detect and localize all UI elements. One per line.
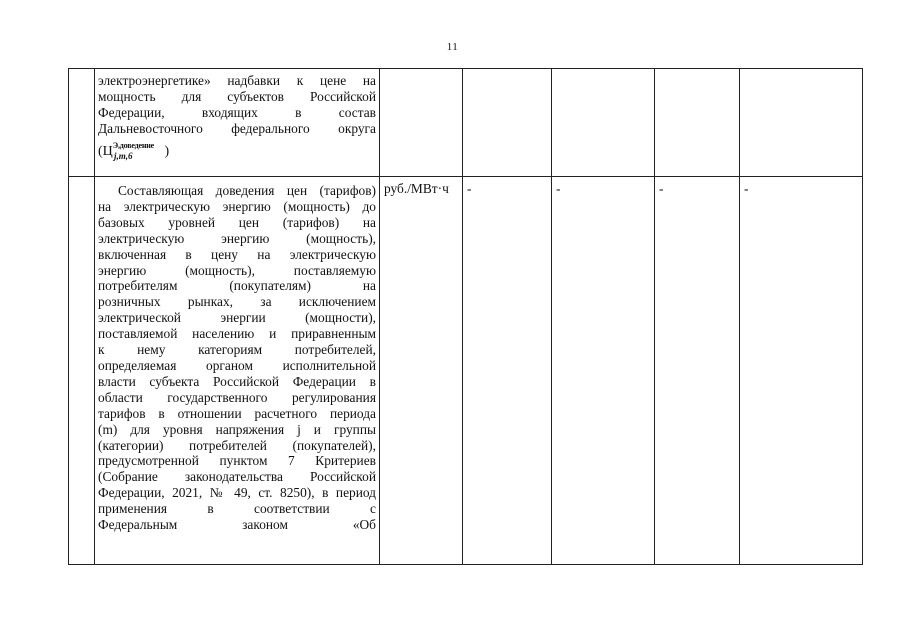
text-line: Составляющая доведения цен (тарифов): [118, 183, 376, 198]
table-cell-value: [740, 177, 863, 565]
text-line: поставляемой населению и приравненным: [98, 326, 376, 342]
text-line: тарифов в отношении расчетного периода: [98, 405, 376, 421]
text-line: розничных рынках, за исключением: [98, 294, 376, 310]
table-cell-description: [95, 177, 380, 565]
table-cell-value: [655, 177, 740, 565]
text-line: Федерации, 2021, № 49, ст. 8250), в период: [98, 485, 376, 501]
table-cell-description: [95, 69, 380, 177]
text-line: определяемая органом исполнительной: [98, 357, 376, 373]
value-dash: -: [744, 181, 749, 196]
text-line: (m) для уровня напряжения j и группы: [98, 421, 376, 437]
table-cell-index: [69, 69, 95, 177]
table-cell-unit: [380, 177, 463, 565]
table-row: [69, 69, 863, 177]
formula-superscript: Э,доведение: [112, 140, 154, 150]
text-line: предусмотренной пунктом 7 Критериев: [98, 453, 376, 469]
text-line: мощность для субъектов Российской: [98, 88, 376, 104]
description-text: [95, 177, 379, 533]
text-line: применения в соответствии с: [98, 501, 376, 517]
table-cell-value: [463, 177, 552, 565]
formula-close: ): [164, 143, 170, 159]
table-cell-index: [69, 177, 95, 565]
text-line: базовых уровней цен (тарифов) на: [98, 214, 376, 230]
text-line: Федерации, входящих в состав: [98, 104, 376, 120]
text-line: Федеральным законом «Об: [98, 517, 376, 533]
text-line: электрическую энергию (мощность),: [98, 230, 376, 246]
table-cell-value: [655, 69, 740, 177]
tariff-table: [68, 68, 863, 565]
text-line: Дальневосточного федерального округа: [98, 120, 376, 136]
text-line: (категории) потребителей (покупателей),: [98, 437, 376, 453]
table-cell-value: [740, 69, 863, 177]
unit-label: руб./МВт·ч: [384, 181, 449, 196]
text-line: (Собрание законодательства Российской: [98, 469, 376, 485]
text-line: области государственного регулирования: [98, 389, 376, 405]
description-text: [95, 69, 379, 168]
page-number: 11: [446, 41, 459, 53]
formula-symbol: [98, 137, 376, 168]
value-dash: -: [659, 181, 664, 196]
table-cell-unit: [380, 69, 463, 177]
text-line: энергию (мощность), поставляемую: [98, 262, 376, 278]
table-row: [69, 177, 863, 565]
table-cell-value: [552, 69, 655, 177]
table-cell-value: [463, 69, 552, 177]
value-dash: -: [556, 181, 561, 196]
value-dash: -: [467, 181, 472, 196]
text-line: включенная в цену на электрическую: [98, 246, 376, 262]
text-line: электроэнергетике» надбавки к цене на: [98, 73, 376, 88]
formula-subscript: j,m,6: [114, 150, 133, 161]
formula-open: (Ц: [98, 143, 113, 159]
text-line: власти субъекта Российской Федерации в: [98, 373, 376, 389]
text-line: на электрическую энергию (мощность) до: [98, 198, 376, 214]
text-line: к нему категориям потребителей,: [98, 342, 376, 358]
text-line: электрической энергии (мощности),: [98, 310, 376, 326]
table-cell-value: [552, 177, 655, 565]
text-line: потребителям (покупателям) на: [98, 278, 376, 294]
